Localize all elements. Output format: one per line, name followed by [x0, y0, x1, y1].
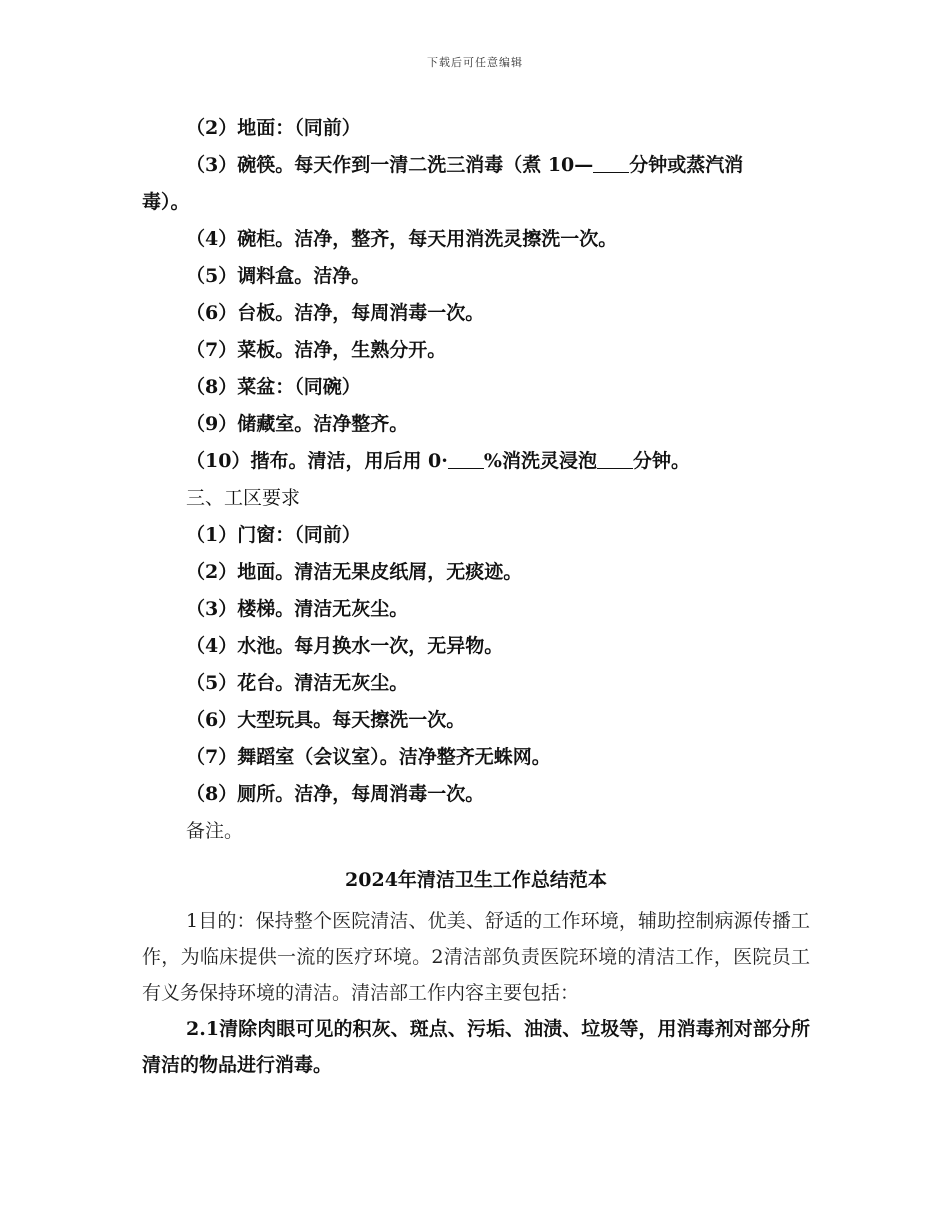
list-item: （7）舞蹈室（会议室）。洁净整齐无蛛网。	[186, 746, 551, 768]
item-bowls-continued: 毒）。	[142, 191, 190, 213]
list-item: （8）厕所。洁净，每周消毒一次。	[186, 783, 485, 805]
page-header: 下载后可任意编辑	[427, 56, 523, 69]
paragraph: 1目的：保持整个医院清洁、优美、舒适的工作环境，辅助控制病源传播工作，为临床提供一流的医疗环境。2清洁部负责医院环境的清洁工作，医院员工有义务保持环境的清洁。清洁部工作内容主要包括：	[142, 910, 810, 1004]
item-bowls	[142, 147, 810, 184]
fill-blank	[448, 450, 484, 469]
item-cloth-text-b: %消洗灵浸泡	[483, 450, 597, 472]
list-item: （4）水池。每月换水一次，无异物。	[186, 635, 504, 657]
item-cloth-text-c: 分钟。	[632, 450, 690, 472]
item-cloth-text-a: （10）揩布。清洁，用后用 0·	[186, 450, 448, 472]
list-item: （3）楼梯。清洁无灰尘。	[186, 598, 409, 620]
fill-blank	[597, 450, 633, 469]
list-item: （6）大型玩具。每天擦洗一次。	[186, 709, 466, 731]
item-bowls-text-b: 分钟或蒸汽消	[629, 154, 744, 176]
item-cutting-board: （7）菜板。洁净，生熟分开。	[186, 339, 447, 361]
fill-blank	[593, 154, 629, 173]
list-item: （5）花台。清洁无灰尘。	[186, 672, 409, 694]
note: 备注。	[186, 820, 244, 842]
document-body	[142, 110, 810, 1083]
item-floor: （2）地面：（同前）	[186, 117, 361, 139]
item-seasoning-box: （5）调料盒。洁净。	[186, 265, 371, 287]
item-countertop: （6）台板。洁净，每周消毒一次。	[186, 302, 485, 324]
paragraph-bold: 2.1清除肉眼可见的积灰、斑点、污垢、油渍、垃圾等，用消毒剂对部分所清洁的物品进行消毒。	[142, 1018, 810, 1076]
item-cabinet: （4）碗柜。洁净，整齐，每天用消洗灵擦洗一次。	[186, 228, 618, 250]
list-item: （2）地面。清洁无果皮纸屑，无痰迹。	[186, 561, 523, 583]
list-item: （1）门窗：（同前）	[186, 524, 361, 546]
section-heading: 三、工区要求	[186, 487, 301, 509]
item-vegetable-basin: （8）菜盆：（同碗）	[186, 376, 361, 398]
document-title: 2024年清洁卫生工作总结范本	[345, 869, 607, 891]
item-bowls-text-a: （3）碗筷。每天作到一清二洗三消毒（煮 10—	[186, 154, 594, 176]
item-wiping-cloth	[142, 443, 810, 480]
item-storage-room: （9）储藏室。洁净整齐。	[186, 413, 409, 435]
